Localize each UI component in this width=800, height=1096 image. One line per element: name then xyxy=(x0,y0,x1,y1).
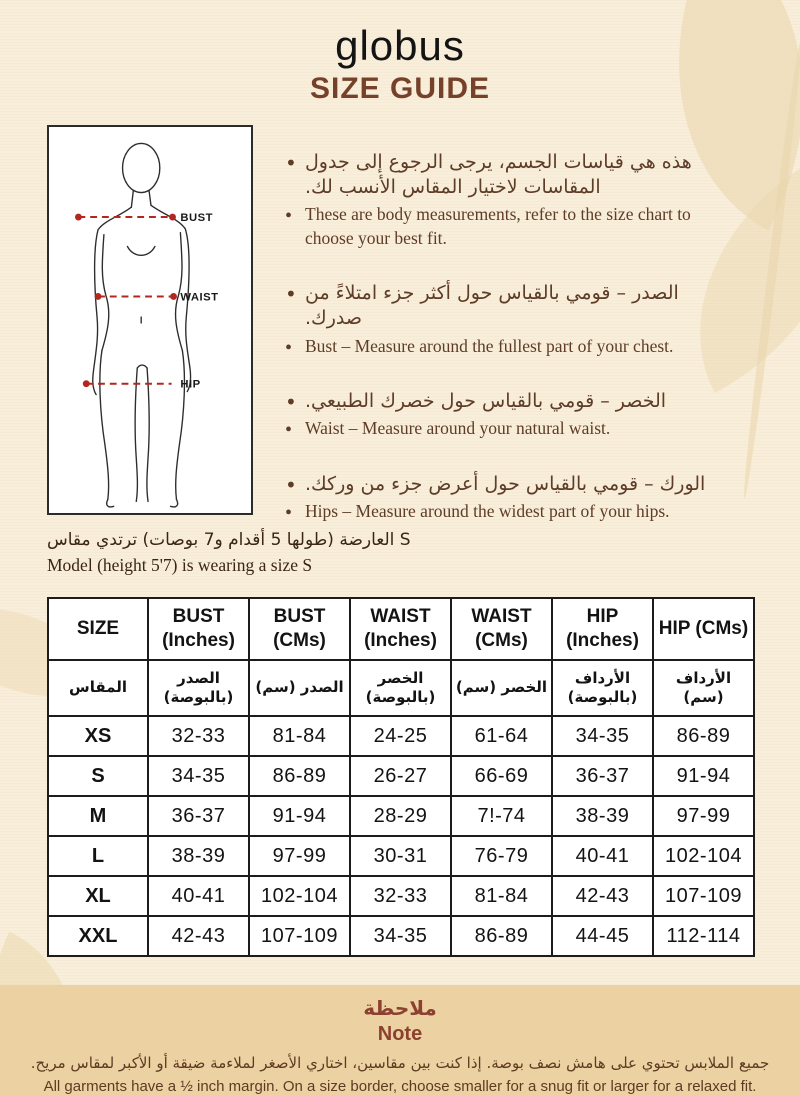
page-title: SIZE GUIDE xyxy=(309,72,491,106)
column-header-ar: الصدر (بالبوصة) xyxy=(148,660,249,716)
measurement-cell: 86-89 xyxy=(249,756,350,796)
table-header-row-ar xyxy=(48,660,754,716)
instruction-group-bust xyxy=(283,281,725,358)
measurement-cell: 66-69 xyxy=(451,756,552,796)
size-row-xl xyxy=(48,876,754,916)
model-info-ar: العارضة (طولها 5 أقدام و7 بوصات) ترتدي مقاس S xyxy=(47,530,411,550)
measurement-cell: 81-84 xyxy=(451,876,552,916)
model-info-en: Model (height 5'7) is wearing a size S xyxy=(47,554,313,575)
measurement-cell: 36-37 xyxy=(552,756,653,796)
column-header-ar: الخصر (سم) xyxy=(451,660,552,716)
column-header-en: BUST (Inches) xyxy=(148,598,249,660)
measurement-cell: 28-29 xyxy=(350,796,451,836)
body-measurement-diagram xyxy=(47,125,253,515)
size-row-xs xyxy=(48,716,754,756)
size-row-m xyxy=(48,796,754,836)
instruction-hips-ar: • الورك – قومي بالقياس حول أعرض جزء من وركك. xyxy=(283,472,725,497)
instruction-hips-en: • Hips – Measure around the widest part of your hips. xyxy=(283,500,725,524)
note-body-ar: جميع الملابس تحتوي على هامش نصف بوصة. إذا كنت بين مقاسين، اختاري الأصغر لملاءمة ضيقة أو الأكبر لمقاس مريح. xyxy=(30,1054,770,1072)
measurement-cell: 86-89 xyxy=(653,716,754,756)
header xyxy=(0,0,800,106)
model-info xyxy=(47,528,411,577)
measurement-cell: 102-104 xyxy=(653,836,754,876)
measurement-cell: 24-25 xyxy=(350,716,451,756)
size-cell: S xyxy=(48,756,148,796)
measurement-cell: 32-33 xyxy=(350,876,451,916)
measurement-cell: 112-114 xyxy=(653,916,754,956)
instruction-waist-en: • Waist – Measure around your natural waist. xyxy=(283,417,725,441)
instruction-group-general xyxy=(283,150,725,250)
table-header-row-en xyxy=(48,598,754,660)
measurement-cell: 40-41 xyxy=(552,836,653,876)
measurement-cell: 91-94 xyxy=(653,756,754,796)
measurement-instructions xyxy=(283,150,725,555)
column-header-en: WAIST (Inches) xyxy=(350,598,451,660)
measurement-cell: 81-84 xyxy=(249,716,350,756)
measurement-cell: 97-99 xyxy=(653,796,754,836)
measurement-cell: 97-99 xyxy=(249,836,350,876)
measurement-cell: 34-35 xyxy=(552,716,653,756)
size-cell: XL xyxy=(48,876,148,916)
column-header-en: BUST (CMs) xyxy=(249,598,350,660)
instruction-waist-ar: • الخصر – قومي بالقياس حول خصرك الطبيعي. xyxy=(283,389,725,414)
note-title-ar: ملاحظة xyxy=(363,996,437,1020)
measurement-cell: 40-41 xyxy=(148,876,249,916)
measurement-cell: 26-27 xyxy=(350,756,451,796)
measurement-cell: 38-39 xyxy=(148,836,249,876)
measurement-cell: 76-79 xyxy=(451,836,552,876)
measurement-cell: 42-43 xyxy=(552,876,653,916)
instruction-group-waist xyxy=(283,389,725,441)
column-header-en: HIP (CMs) xyxy=(653,598,754,660)
size-row-l xyxy=(48,836,754,876)
measurement-cell: 91-94 xyxy=(249,796,350,836)
bust-label: BUST xyxy=(180,211,214,224)
brand-logo: globus xyxy=(335,22,465,69)
measurement-cell: 34-35 xyxy=(148,756,249,796)
measurement-cell: 34-35 xyxy=(350,916,451,956)
size-row-xxl xyxy=(48,916,754,956)
measurement-cell: 42-43 xyxy=(148,916,249,956)
column-header-ar: الخصر (بالبوصة) xyxy=(350,660,451,716)
measurement-cell: 61-64 xyxy=(451,716,552,756)
measurement-cell: 107-109 xyxy=(653,876,754,916)
measurement-cell: 30-31 xyxy=(350,836,451,876)
column-header-ar: الأرداف (سم) xyxy=(653,660,754,716)
waist-label: WAIST xyxy=(180,291,219,304)
measurement-cell: 32-33 xyxy=(148,716,249,756)
column-header-ar: الصدر (سم) xyxy=(249,660,350,716)
instruction-general-ar: • هذه هي قياسات الجسم، يرجى الرجوع إلى جدول المقاسات لاختيار المقاس الأنسب لك. xyxy=(283,150,725,200)
size-cell: XS xyxy=(48,716,148,756)
body-figure-illustration xyxy=(49,127,251,513)
measurement-cell: 36-37 xyxy=(148,796,249,836)
size-cell: L xyxy=(48,836,148,876)
size-chart-table xyxy=(47,597,755,957)
size-cell: M xyxy=(48,796,148,836)
table-body xyxy=(48,716,754,956)
column-header-en: HIP (Inches) xyxy=(552,598,653,660)
measurement-cell: 38-39 xyxy=(552,796,653,836)
measurement-cell: 44-45 xyxy=(552,916,653,956)
instruction-group-hips xyxy=(283,472,725,524)
size-cell: XXL xyxy=(48,916,148,956)
size-row-s xyxy=(48,756,754,796)
note-title-en: Note xyxy=(377,1023,423,1045)
hip-label: HIP xyxy=(180,378,201,391)
note-body-en: All garments have a ½ inch margin. On a size border, choose smaller for a snug fit or larger for a relaxed fit. xyxy=(43,1078,757,1095)
measurement-cell: 86-89 xyxy=(451,916,552,956)
column-header-en: SIZE xyxy=(48,598,148,660)
instruction-bust-en: • Bust – Measure around the fullest part of your chest. xyxy=(283,335,725,359)
measurement-cell: 7!-74 xyxy=(451,796,552,836)
measurement-cell: 107-109 xyxy=(249,916,350,956)
column-header-ar: الأرداف (بالبوصة) xyxy=(552,660,653,716)
instruction-general-en: • These are body measurements, refer to the size chart to choose your best fit. xyxy=(283,203,725,250)
measurement-cell: 102-104 xyxy=(249,876,350,916)
note-section xyxy=(0,985,800,1096)
column-header-en: WAIST (CMs) xyxy=(451,598,552,660)
instruction-bust-ar: • الصدر – قومي بالقياس حول أكثر جزء امتلاءً من صدرك. xyxy=(283,281,725,331)
column-header-ar: المقاس xyxy=(48,660,148,716)
